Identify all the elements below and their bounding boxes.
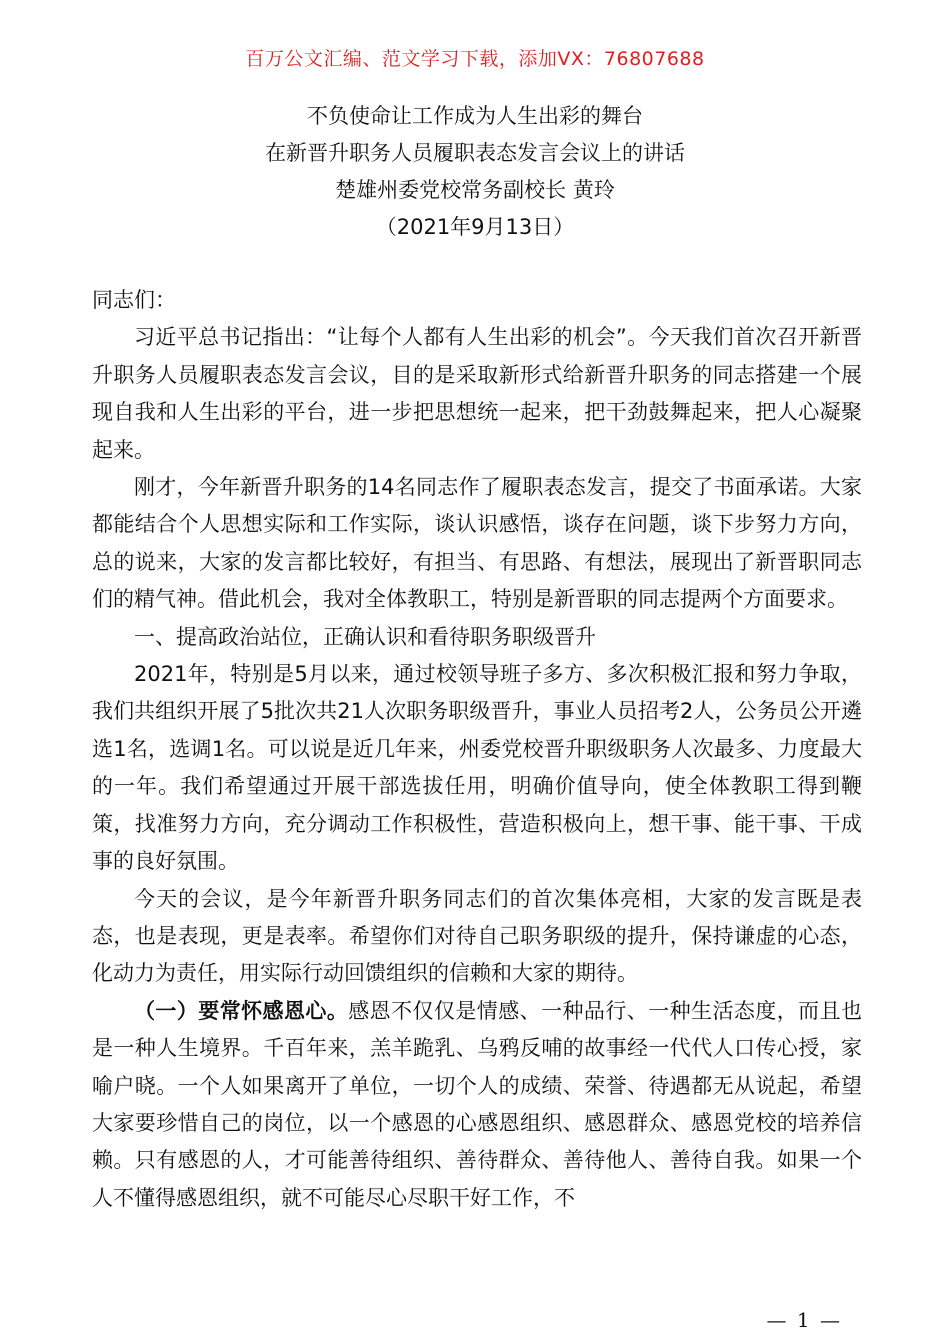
speech-date: （2021年9月13日）	[375, 215, 575, 239]
speech-subtitle: 在新晋升职务人员履职表态发言会议上的讲话	[265, 141, 685, 165]
speaker-line: 楚雄州委党校常务副校长 黄玲	[335, 178, 615, 202]
paragraph: 习近平总书记指出：“让每个人都有人生出彩的机会”。今天我们首次召开新晋升职务人员履职表态发言会议，目的是采取新形式给新晋升职务的同志搭建一个展现自我和人生出彩的平台，进一步把思想统一起来，把干劲鼓舞起来，把人心凝聚起来。	[92, 325, 862, 462]
body-text	[92, 282, 862, 1217]
paragraph: 刚才，今年新晋升职务的14名同志作了履职表态发言，提交了书面承诺。大家都能结合个人思想实际和工作实际，谈认识感悟，谈存在问题，谈下步努力方向，总的说来，大家的发言都比较好，有担当、有思路、有想法，展现出了新晋职同志们的精气神。借此机会，我对全体教职工，特别是新晋职的同志提两个方面要求。	[92, 475, 862, 612]
subsection-text: 感恩不仅仅是情感、一种品行、一种生活态度，而且也是一种人生境界。千百年来，羔羊跪乳、乌鸦反哺的故事经一代代人口传心授，家喻户晓。一个人如果离开了单位，一切个人的成绩、荣誉、待遇都无从说起，希望大家要珍惜自己的岗位，以一个感恩的心感恩组织、感恩群众、感恩党校的培养信赖。只有感恩的人，才可能善待组织、善待群众、善待他人、善待自我。如果一个人不懂得感恩组织，就不可能尽心尽职干好工作，不	[92, 998, 863, 1210]
salutation: 同志们：	[92, 288, 176, 312]
section-heading: 一、提高政治站位，正确认识和看待职务职级晋升	[134, 624, 596, 649]
title-block	[0, 98, 950, 246]
speech-title: 不负使命让工作成为人生出彩的舞台	[307, 104, 643, 128]
page-number: — 1 —	[766, 1308, 842, 1332]
watermark-banner: 百万公文汇编、范文学习下载，添加VX：76807688	[245, 48, 705, 70]
paragraph: 2021年，特别是5月以来，通过校领导班子多方、多次积极汇报和努力争取，我们共组织开展了5批次共21人次职务职级晋升，事业人员招考2人，公务员公开遴选1名，选调1名。可以说是近几年来，州委党校晋升职级职务人次最多、力度最大的一年。我们希望通过开展干部选拔任用，明确价值导向，使全体教职工得到鞭策，找准努力方向，充分调动工作积极性，营造积极向上，想干事、能干事、干成事的良好氛围。	[92, 662, 862, 874]
subsection-paragraph	[92, 993, 862, 1217]
subsection-heading: （一）要常怀感恩心。	[134, 998, 349, 1023]
paragraph: 今天的会议，是今年新晋升职务同志们的首次集体亮相，大家的发言既是表态，也是表现，更是表率。希望你们对待自己职务职级的提升，保持谦虚的心态，化动力为责任，用实际行动回馈组织的信赖和大家的期待。	[92, 886, 862, 986]
